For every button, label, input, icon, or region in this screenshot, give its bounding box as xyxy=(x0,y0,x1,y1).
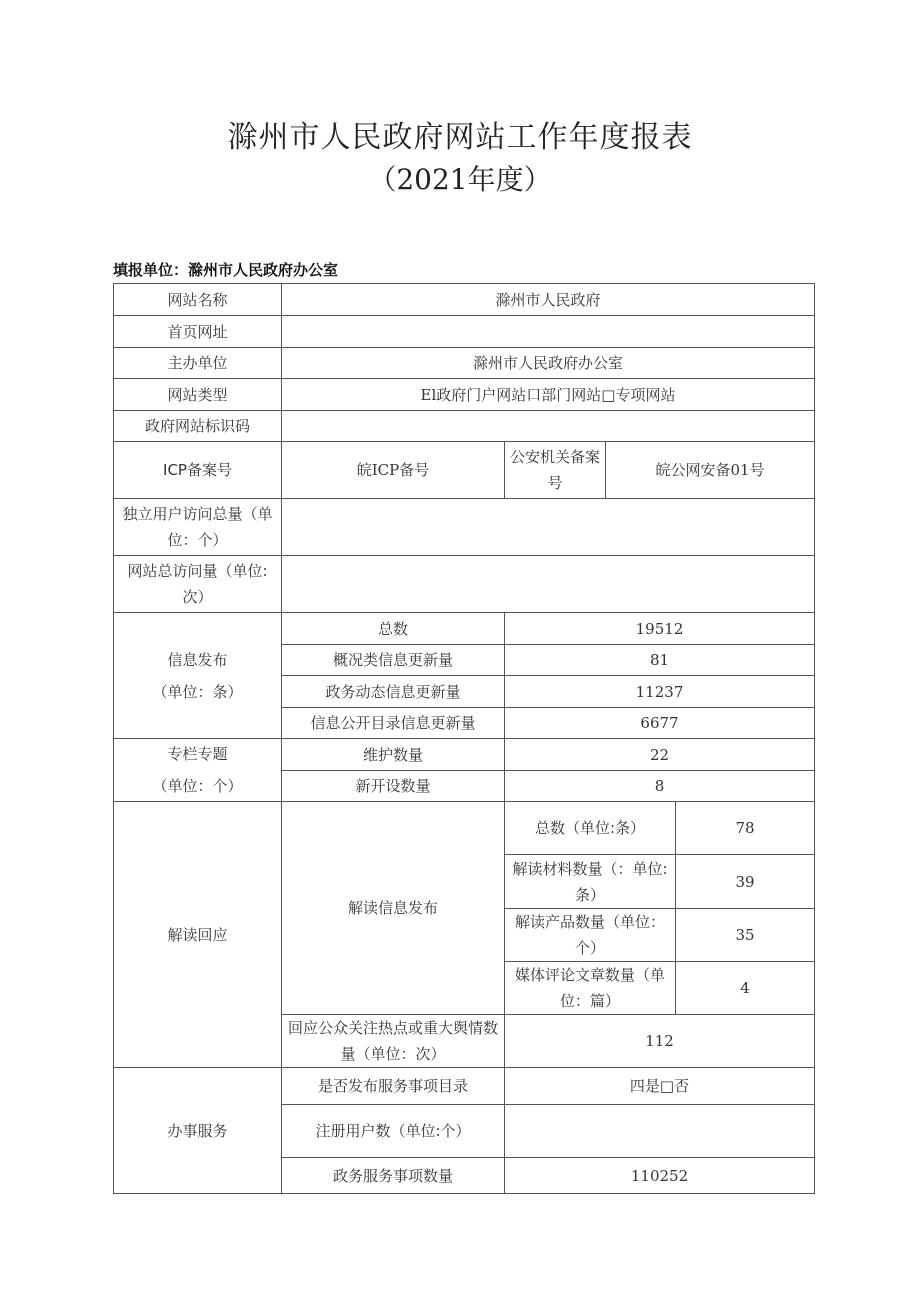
page-views-value xyxy=(282,556,815,613)
row-icp xyxy=(114,442,815,499)
unique-visitors-label: 独立用户访问总量（单位：个） xyxy=(114,499,282,556)
site-code-label: 政府网站标识码 xyxy=(114,411,282,442)
info-item-value: 11237 xyxy=(505,676,815,708)
info-item-value: 6677 xyxy=(505,708,815,739)
column-item-value: 8 xyxy=(505,771,815,802)
service-item-value: 110252 xyxy=(505,1158,815,1194)
police-record-value: 皖公网安备01号 xyxy=(606,442,815,499)
service-item-label: 政务服务事项数量 xyxy=(282,1158,505,1194)
info-item-label: 政务动态信息更新量 xyxy=(282,676,505,708)
service-item-label: 注册用户数（单位:个） xyxy=(282,1105,505,1158)
homepage-label: 首页网址 xyxy=(114,316,282,348)
report-table xyxy=(113,283,815,1194)
interpret-item-label: 解读产品数量（单位：个） xyxy=(505,909,676,962)
row-interpret-total xyxy=(114,802,815,855)
page-views-label: 网站总访问量（单位:次） xyxy=(114,556,282,613)
filing-unit: 填报单位：滁州市人民政府办公室 xyxy=(113,261,339,279)
sponsor-label: 主办单位 xyxy=(114,348,282,379)
interpret-item-value: 39 xyxy=(676,855,815,909)
info-item-value: 81 xyxy=(505,645,815,676)
column-topic-unit: （单位：个） xyxy=(152,777,243,795)
column-item-label: 维护数量 xyxy=(282,739,505,771)
info-item-label: 信息公开目录信息更新量 xyxy=(282,708,505,739)
row-page-views xyxy=(114,556,815,613)
info-release-title: 信息发布 xyxy=(167,650,228,669)
service-label: 办事服务 xyxy=(114,1068,282,1194)
info-release-label xyxy=(114,613,282,739)
row-site-code xyxy=(114,411,815,442)
interpret-item-label: 媒体评论文章数量（单位：篇） xyxy=(505,962,676,1015)
info-item-label: 总数 xyxy=(282,613,505,645)
homepage-value xyxy=(282,316,815,348)
row-site-name xyxy=(114,284,815,316)
row-column-maintain xyxy=(114,739,815,771)
service-item-value: 四是□否 xyxy=(505,1068,815,1105)
info-item-label: 概况类信息更新量 xyxy=(282,645,505,676)
interpret-release-label: 解读信息发布 xyxy=(282,802,505,1015)
service-item-label: 是否发布服务事项目录 xyxy=(282,1068,505,1105)
sponsor-value: 滁州市人民政府办公室 xyxy=(282,348,815,379)
row-homepage xyxy=(114,316,815,348)
service-item-value xyxy=(505,1105,815,1158)
police-record-label: 公安机关备案号 xyxy=(505,442,606,499)
response-value: 112 xyxy=(505,1015,815,1068)
column-topic-label xyxy=(114,739,282,802)
interpret-item-value: 4 xyxy=(676,962,815,1015)
site-name-label: 网站名称 xyxy=(114,284,282,316)
interpret-item-label: 解读材料数量（：单位:条） xyxy=(505,855,676,909)
row-sponsor xyxy=(114,348,815,379)
info-release-unit: （单位：条） xyxy=(152,682,243,701)
row-unique-visitors xyxy=(114,499,815,556)
column-topic-title: 专栏专题 xyxy=(167,745,228,763)
row-info-total xyxy=(114,613,815,645)
site-name-value: 滁州市人民政府 xyxy=(282,284,815,316)
info-item-value: 19512 xyxy=(505,613,815,645)
interpret-item-label: 总数（单位:条） xyxy=(505,802,676,855)
column-item-value: 22 xyxy=(505,739,815,771)
report-title: 滁州市人民政府网站工作年度报表 xyxy=(227,120,693,155)
icp-value: 皖ICP备号 xyxy=(282,442,505,499)
report-year: （2021年度） xyxy=(368,163,552,196)
row-service-catalog xyxy=(114,1068,815,1105)
unique-visitors-value xyxy=(282,499,815,556)
interpret-item-value: 78 xyxy=(676,802,815,855)
interpret-item-value: 35 xyxy=(676,909,815,962)
row-site-type xyxy=(114,379,815,411)
site-type-label: 网站类型 xyxy=(114,379,282,411)
column-item-label: 新开设数量 xyxy=(282,771,505,802)
icp-label: ICP备案号 xyxy=(114,442,282,499)
interpret-response-label: 解读回应 xyxy=(114,802,282,1068)
site-type-value: El政府门户网站口部门网站□专项网站 xyxy=(282,379,815,411)
site-code-value xyxy=(282,411,815,442)
response-label: 回应公众关注热点或重大舆情数量（单位：次） xyxy=(282,1015,505,1068)
